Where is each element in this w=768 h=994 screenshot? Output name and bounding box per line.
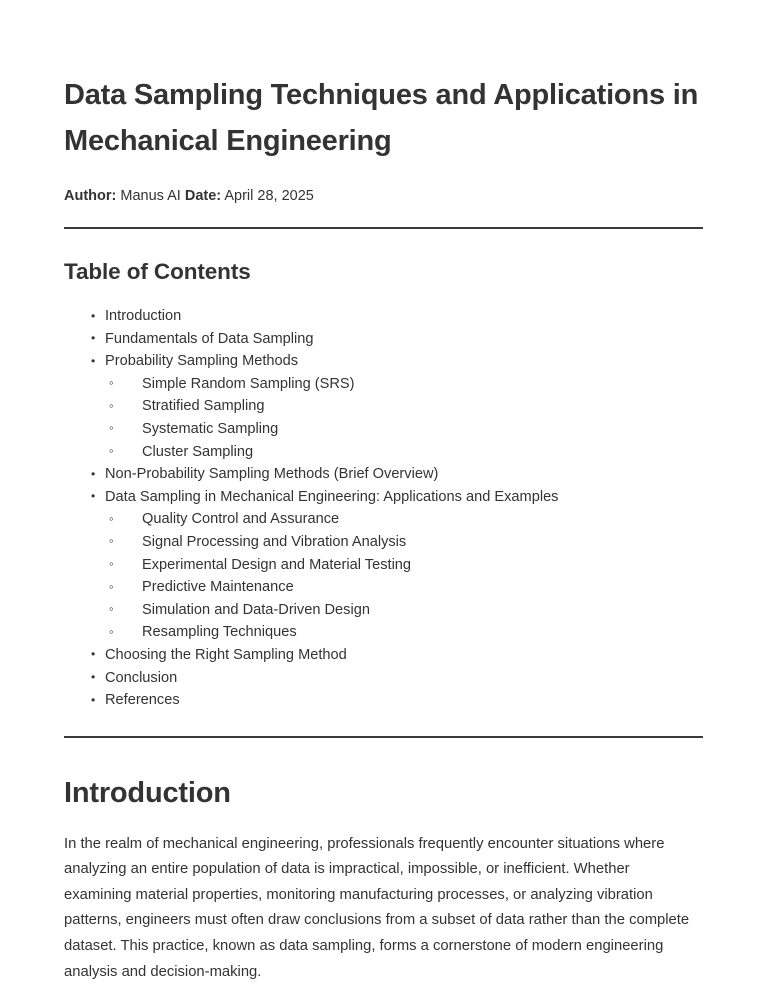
toc-subitem[interactable] bbox=[105, 395, 703, 418]
toc-subitem[interactable] bbox=[105, 554, 703, 577]
toc-heading: Table of Contents bbox=[64, 259, 251, 284]
toc-sublist bbox=[105, 508, 703, 644]
toc-item-label: References bbox=[105, 692, 180, 709]
byline bbox=[64, 186, 703, 206]
introduction-paragraph: In the realm of mechanical engineering, professionals frequently encounter situations where analyzing an entire population of data is impractical, impossible, or inefficient. Whether examining material properties, monitoring manufacturing processes, or analyzing vibration patterns, engineers must often draw conclusions from a subset of data rather than the complete dataset. This practice, known as data sampling, forms a cornerstone of modern engineering analysis and decision-making. bbox=[64, 835, 690, 980]
toc-divider bbox=[64, 736, 703, 738]
toc-subitem-label: Simple Random Sampling (SRS) bbox=[142, 375, 355, 392]
toc-item-label: Fundamentals of Data Sampling bbox=[105, 330, 314, 347]
toc-item[interactable] bbox=[64, 486, 703, 644]
toc-item[interactable] bbox=[64, 305, 703, 328]
header-divider bbox=[64, 227, 703, 229]
toc-item-label: Non-Probability Sampling Methods (Brief Overview) bbox=[105, 466, 439, 483]
toc-subitem-label: Simulation and Data-Driven Design bbox=[142, 601, 370, 618]
toc-subitem-label: Predictive Maintenance bbox=[142, 579, 294, 596]
author-label: Author: bbox=[64, 188, 117, 204]
toc-subitem-label: Experimental Design and Material Testing bbox=[142, 556, 412, 573]
toc-subitem[interactable] bbox=[105, 418, 703, 441]
toc-subitem-label: Cluster Sampling bbox=[142, 443, 254, 460]
date-value: April 28, 2025 bbox=[224, 188, 314, 204]
toc-item[interactable] bbox=[64, 644, 703, 667]
toc-subitem-label: Stratified Sampling bbox=[142, 398, 265, 415]
toc-item-label: Introduction bbox=[105, 308, 182, 324]
toc-item-label: Choosing the Right Sampling Method bbox=[105, 646, 347, 663]
toc-item-label: Probability Sampling Methods bbox=[105, 353, 299, 370]
toc-subitem[interactable] bbox=[105, 441, 703, 464]
toc-subitem[interactable] bbox=[105, 531, 703, 554]
toc-item[interactable] bbox=[64, 689, 703, 712]
toc-item[interactable] bbox=[64, 463, 703, 486]
page-title: Data Sampling Techniques and Applications in Mechanical Engineering bbox=[64, 79, 699, 157]
toc-subitem-label: Signal Processing and Vibration Analysis bbox=[142, 533, 407, 550]
toc-sublist bbox=[105, 373, 703, 463]
toc-item-label: Conclusion bbox=[105, 669, 178, 686]
toc-subitem[interactable] bbox=[105, 373, 703, 396]
date-label: Date: bbox=[184, 188, 222, 204]
toc-subitem[interactable] bbox=[105, 576, 703, 599]
toc-subitem[interactable] bbox=[105, 599, 703, 622]
table-of-contents bbox=[64, 305, 703, 712]
toc-item-label: Data Sampling in Mechanical Engineering: Applications and Examples bbox=[105, 488, 559, 505]
author-value: Manus AI bbox=[120, 188, 181, 204]
toc-item[interactable] bbox=[64, 667, 703, 690]
toc-subitem-label: Systematic Sampling bbox=[142, 420, 279, 437]
toc-item[interactable] bbox=[64, 328, 703, 351]
toc-subitem[interactable] bbox=[105, 508, 703, 531]
toc-item[interactable] bbox=[64, 350, 703, 463]
toc-subitem-label: Quality Control and Assurance bbox=[142, 511, 340, 528]
toc-subitem[interactable] bbox=[105, 621, 703, 644]
toc-subitem-label: Resampling Techniques bbox=[142, 624, 297, 641]
introduction-heading: Introduction bbox=[64, 776, 231, 809]
